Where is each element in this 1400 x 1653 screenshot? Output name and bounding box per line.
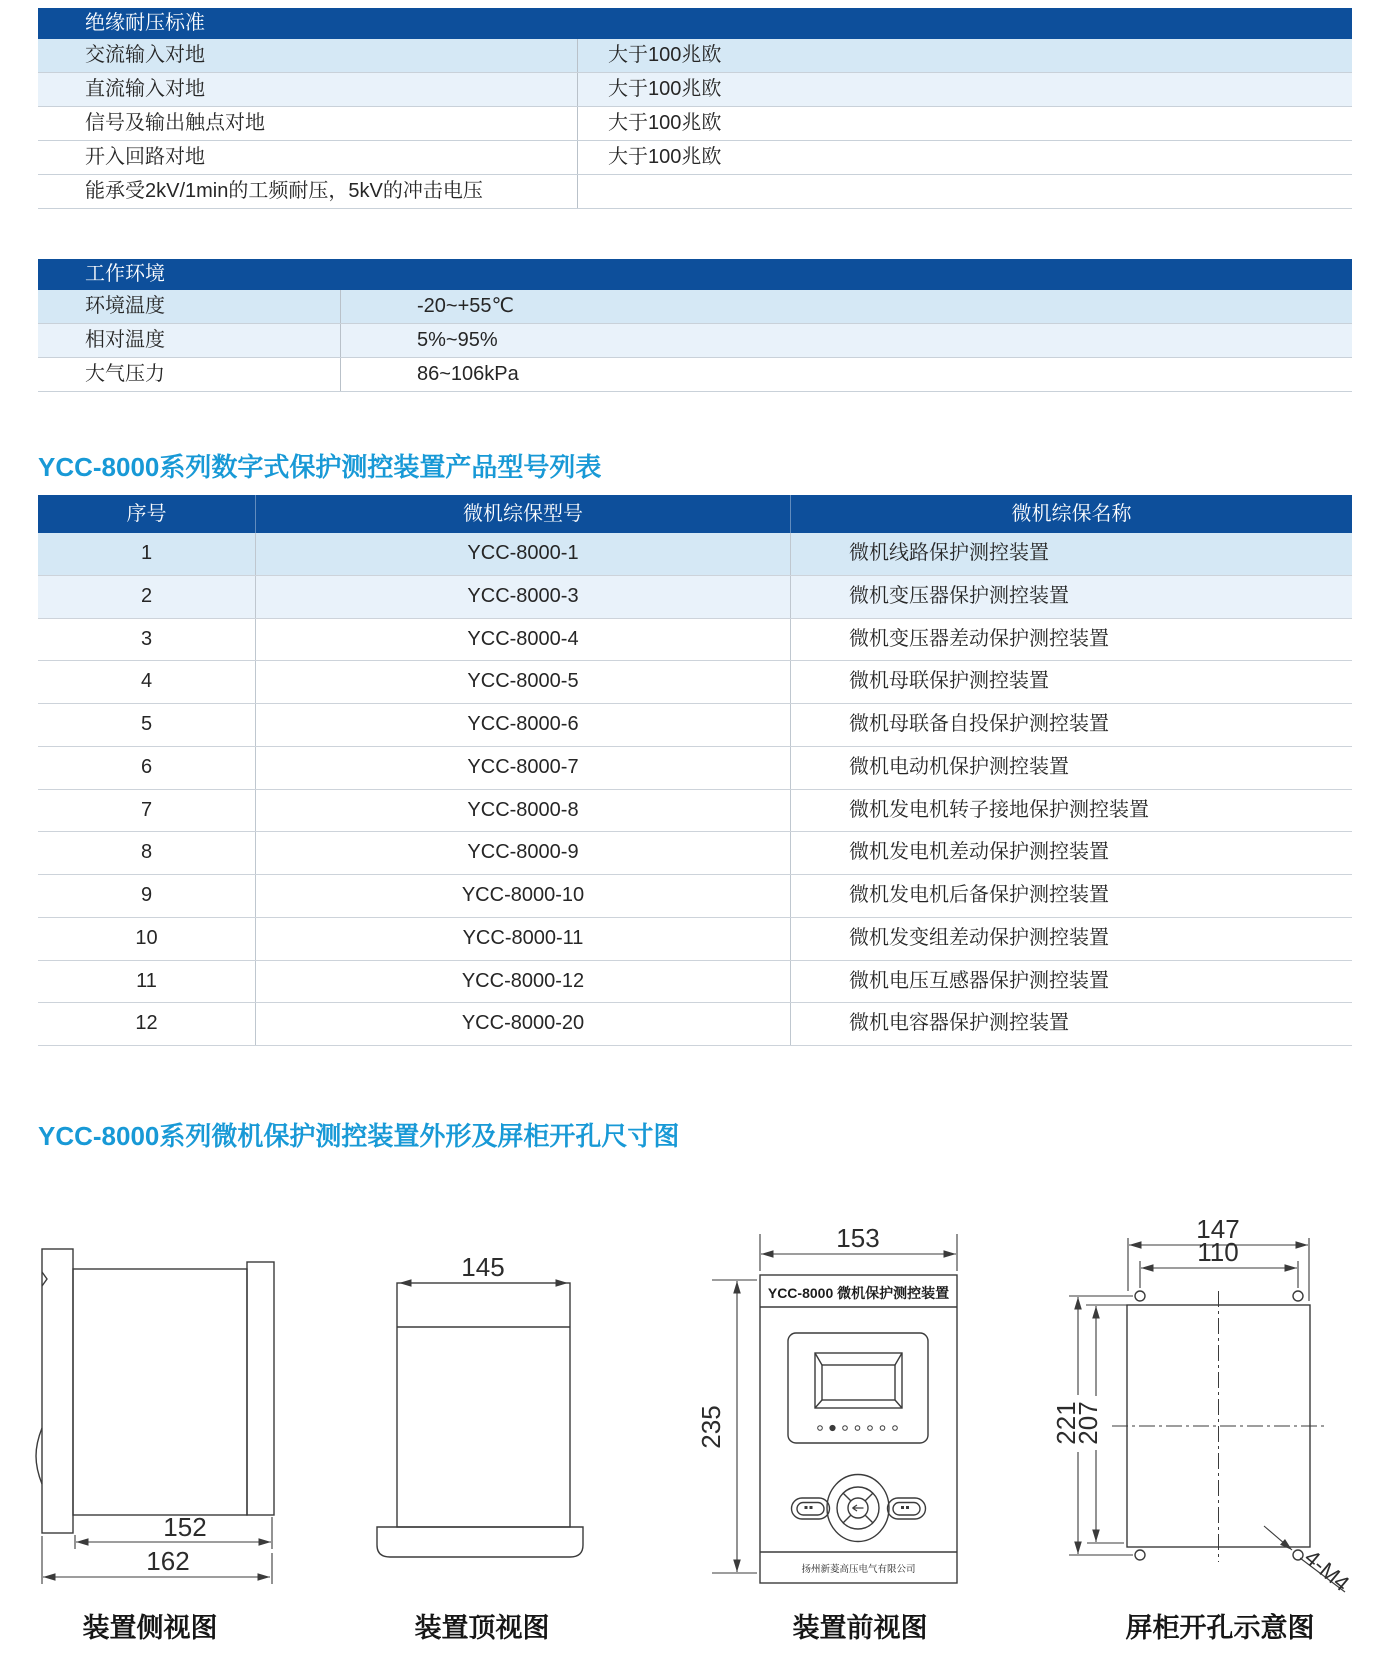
front-view-caption: 装置前视图 <box>792 1613 928 1643</box>
cell-model: YCC-8000-3 <box>256 576 791 618</box>
cell-name: 微机发电机差动保护测控装置 <box>849 841 1109 864</box>
cell-name: 微机发变组差动保护测控装置 <box>849 926 1109 949</box>
cell-no: 7 <box>38 790 256 832</box>
top-view-caption: 装置顶视图 <box>414 1613 550 1643</box>
spec-value: 86~106kPa <box>417 363 519 385</box>
table-row <box>38 576 1352 619</box>
table-row <box>38 107 1352 141</box>
cell-name: 微机变压器差动保护测控装置 <box>849 627 1109 650</box>
top-dim-width-label: 145 <box>461 1252 505 1282</box>
spec-label: 能承受2kV/1min的工频耐压，5kV的冲击电压 <box>38 175 578 208</box>
models-table-header <box>38 495 1352 533</box>
cell-model: YCC-8000-9 <box>256 832 791 874</box>
cell-no: 1 <box>38 533 256 575</box>
front-right-button <box>888 1498 926 1519</box>
side-clip-spring <box>36 1428 42 1484</box>
side-view-drawing <box>36 1249 274 1584</box>
cutout-view-caption: 屏柜开孔示意图 <box>1125 1613 1315 1643</box>
side-dim-outer-label: 162 <box>146 1546 190 1576</box>
side-view-caption: 装置侧视图 <box>82 1613 218 1643</box>
table-row <box>38 918 1352 961</box>
technical-drawings <box>0 1180 1400 1606</box>
side-bezel <box>42 1249 73 1533</box>
cell-name: 微机线路保护测控装置 <box>849 542 1049 564</box>
top-body <box>397 1283 570 1527</box>
cutout-dim-total-height-label: 221 <box>1051 1401 1081 1445</box>
spec-value: -20~+55℃ <box>417 295 514 317</box>
cell-model: YCC-8000-1 <box>256 533 791 575</box>
table-row <box>38 1003 1352 1046</box>
cell-no: 9 <box>38 875 256 917</box>
cell-name: 微机电压互感器保护测控装置 <box>849 969 1109 992</box>
cell-no: 10 <box>38 918 256 960</box>
column-header-no: 序号 <box>38 495 256 533</box>
cell-model: YCC-8000-4 <box>256 619 791 661</box>
side-rear-block <box>247 1262 274 1515</box>
top-bezel <box>377 1527 583 1557</box>
spec-label: 相对温度 <box>38 324 341 357</box>
mounting-hole <box>1293 1291 1303 1301</box>
front-screen-inner <box>822 1365 895 1400</box>
insulation-table-title: 绝缘耐压标准 <box>38 8 1352 39</box>
table-row <box>38 661 1352 704</box>
spec-label: 环境温度 <box>38 290 341 323</box>
table-row <box>38 961 1352 1004</box>
table-row <box>38 875 1352 918</box>
spec-value <box>578 175 608 208</box>
cell-model: YCC-8000-6 <box>256 704 791 746</box>
column-header-name: 微机综保名称 <box>1011 503 1132 525</box>
enter-arrow-icon <box>853 1505 864 1511</box>
environment-table <box>38 259 1352 392</box>
front-lcd-area <box>788 1333 928 1443</box>
hole-note-label: 4-M4 <box>1299 1544 1355 1597</box>
side-dim-inner-label: 152 <box>163 1512 207 1542</box>
spec-value: 大于100兆欧 <box>608 146 722 168</box>
cutout-dim-cut-height-label: 207 <box>1073 1401 1103 1445</box>
table-row <box>38 747 1352 790</box>
cell-model: YCC-8000-11 <box>256 918 791 960</box>
cell-model: YCC-8000-5 <box>256 661 791 703</box>
spec-label: 大气压力 <box>38 358 341 391</box>
cell-model: YCC-8000-10 <box>256 875 791 917</box>
cell-name: 微机变压器保护测控装置 <box>849 584 1069 607</box>
table-row <box>38 533 1352 576</box>
environment-table-title: 工作环境 <box>38 259 1352 290</box>
table-row <box>38 73 1352 107</box>
cell-name: 微机发电机后备保护测控装置 <box>849 884 1109 906</box>
spec-label: 信号及输出触点对地 <box>38 107 578 140</box>
cell-model: YCC-8000-7 <box>256 747 791 789</box>
cell-model: YCC-8000-8 <box>256 790 791 832</box>
spec-value: 大于100兆欧 <box>608 112 722 134</box>
cutout-drawing <box>1069 1238 1345 1592</box>
table-row <box>38 141 1352 175</box>
side-clip-notch <box>42 1272 47 1286</box>
cell-no: 8 <box>38 832 256 874</box>
spec-label: 直流输入对地 <box>38 73 578 106</box>
drawings-section-heading: YCC-8000系列微机保护测控装置外形及屏柜开孔尺寸图 <box>38 1121 680 1151</box>
cell-name: 微机母联备自投保护测控装置 <box>849 713 1109 735</box>
front-led-row <box>818 1425 898 1430</box>
cell-no: 4 <box>38 661 256 703</box>
front-dim-height-label: 235 <box>696 1405 726 1449</box>
spec-value: 大于100兆欧 <box>608 78 722 100</box>
table-row <box>38 358 1352 392</box>
table-row <box>38 704 1352 747</box>
cell-no: 11 <box>38 961 256 1003</box>
models-section-heading: YCC-8000系列数字式保护测控装置产品型号列表 <box>38 452 602 482</box>
models-table <box>38 495 1352 1046</box>
front-left-button <box>792 1498 830 1519</box>
cutout-dim-total-width-label: 147 <box>1196 1214 1240 1244</box>
cell-name: 微机发电机转子接地保护测控装置 <box>849 798 1149 821</box>
top-view-drawing <box>377 1283 583 1557</box>
front-dim-width-label: 153 <box>836 1223 880 1253</box>
cell-no: 3 <box>38 619 256 661</box>
cell-name: 微机母联保护测控装置 <box>849 670 1049 693</box>
table-row <box>38 324 1352 358</box>
table-row <box>38 175 1352 209</box>
cutout-dim-hole-width-label: 110 <box>1197 1237 1239 1267</box>
insulation-table <box>38 8 1352 209</box>
cell-name: 微机电动机保护测控装置 <box>849 755 1069 778</box>
cell-name: 微机电容器保护测控装置 <box>849 1012 1069 1035</box>
spec-label: 交流输入对地 <box>38 39 578 72</box>
cell-no: 6 <box>38 747 256 789</box>
cell-no: 2 <box>38 576 256 618</box>
table-row <box>38 832 1352 875</box>
cell-model: YCC-8000-20 <box>256 1003 791 1045</box>
spec-label: 开入回路对地 <box>38 141 578 174</box>
table-row <box>38 790 1352 833</box>
mounting-hole <box>1135 1291 1145 1301</box>
front-nav-pad <box>827 1475 889 1542</box>
table-row <box>38 39 1352 73</box>
cell-no: 12 <box>38 1003 256 1045</box>
column-header-model: 微机综保型号 <box>256 495 791 533</box>
spec-value: 5%~95% <box>417 329 498 351</box>
table-row <box>38 290 1352 324</box>
side-body <box>73 1269 247 1515</box>
spec-value: 大于100兆欧 <box>608 44 722 66</box>
table-row <box>38 619 1352 662</box>
cell-model: YCC-8000-12 <box>256 961 791 1003</box>
mounting-hole <box>1135 1550 1145 1560</box>
cell-no: 5 <box>38 704 256 746</box>
front-company-label: 扬州新菱高压电气有限公司 <box>801 1564 916 1575</box>
front-device-title: YCC-8000 微机保护测控装置 <box>767 1285 950 1301</box>
